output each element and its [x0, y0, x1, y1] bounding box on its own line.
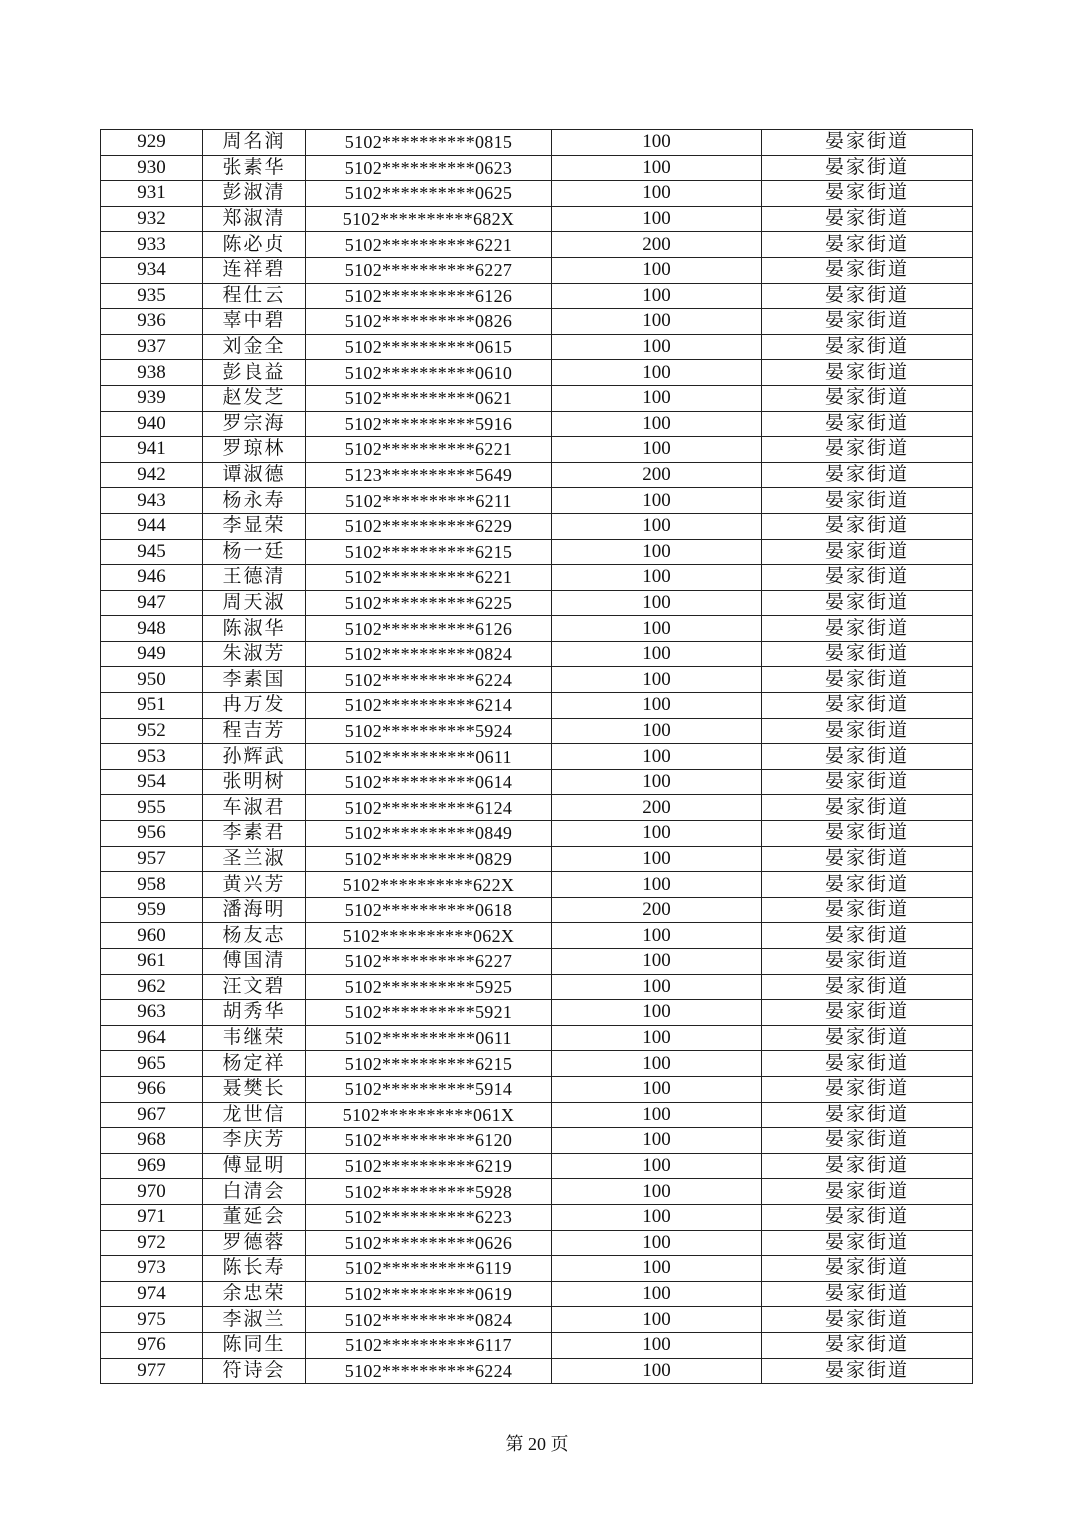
table-row [101, 1051, 973, 1077]
row-number-cell: 962 [101, 974, 203, 1000]
district-cell: 晏家街道 [762, 641, 973, 667]
row-number-cell: 949 [101, 641, 203, 667]
table-row [101, 539, 973, 565]
id-number-cell: 5102**********0849 [306, 821, 552, 847]
row-number-cell: 964 [101, 1025, 203, 1051]
name-cell: 王德清 [203, 565, 306, 591]
amount-cell: 100 [552, 1179, 762, 1205]
row-number-cell: 948 [101, 616, 203, 642]
row-number-cell: 963 [101, 1000, 203, 1026]
district-cell: 晏家街道 [762, 872, 973, 898]
name-cell: 聂樊长 [203, 1076, 306, 1102]
amount-cell: 100 [552, 1204, 762, 1230]
row-number-cell: 965 [101, 1051, 203, 1077]
amount-cell: 100 [552, 1332, 762, 1358]
row-number-cell: 975 [101, 1307, 203, 1333]
name-cell: 谭淑德 [203, 462, 306, 488]
district-cell: 晏家街道 [762, 488, 973, 514]
row-number-cell: 932 [101, 206, 203, 232]
table-row [101, 1128, 973, 1154]
amount-cell: 100 [552, 974, 762, 1000]
name-cell: 陈必贞 [203, 232, 306, 258]
name-cell: 李素国 [203, 667, 306, 693]
amount-cell: 100 [552, 846, 762, 872]
row-number-cell: 977 [101, 1358, 203, 1384]
name-cell: 黄兴芳 [203, 872, 306, 898]
name-cell: 彭淑清 [203, 181, 306, 207]
table-row [101, 718, 973, 744]
row-number-cell: 957 [101, 846, 203, 872]
table-row [101, 1358, 973, 1384]
district-cell: 晏家街道 [762, 1281, 973, 1307]
district-cell: 晏家街道 [762, 232, 973, 258]
row-number-cell: 936 [101, 309, 203, 335]
id-number-cell: 5102**********6124 [306, 795, 552, 821]
name-cell: 朱淑芳 [203, 641, 306, 667]
row-number-cell: 939 [101, 385, 203, 411]
table-row [101, 1230, 973, 1256]
amount-cell: 100 [552, 1025, 762, 1051]
amount-cell: 100 [552, 539, 762, 565]
id-number-cell: 5102**********0615 [306, 334, 552, 360]
row-number-cell: 974 [101, 1281, 203, 1307]
name-cell: 彭良益 [203, 360, 306, 386]
id-number-cell: 5102**********6211 [306, 488, 552, 514]
row-number-cell: 972 [101, 1230, 203, 1256]
row-number-cell: 947 [101, 590, 203, 616]
row-number-cell: 942 [101, 462, 203, 488]
table-row [101, 897, 973, 923]
amount-cell: 100 [552, 130, 762, 156]
table-row [101, 616, 973, 642]
table-row [101, 232, 973, 258]
amount-cell: 100 [552, 1281, 762, 1307]
table-row [101, 1204, 973, 1230]
row-number-cell: 970 [101, 1179, 203, 1205]
id-number-cell: 5102**********6215 [306, 1051, 552, 1077]
amount-cell: 100 [552, 1230, 762, 1256]
row-number-cell: 930 [101, 155, 203, 181]
district-cell: 晏家街道 [762, 283, 973, 309]
table-row [101, 769, 973, 795]
row-number-cell: 946 [101, 565, 203, 591]
id-number-cell: 5102**********6224 [306, 1358, 552, 1384]
table-row [101, 744, 973, 770]
amount-cell: 100 [552, 334, 762, 360]
district-cell: 晏家街道 [762, 693, 973, 719]
district-cell: 晏家街道 [762, 309, 973, 335]
id-number-cell: 5102**********0614 [306, 769, 552, 795]
row-number-cell: 935 [101, 283, 203, 309]
row-number-cell: 950 [101, 667, 203, 693]
id-number-cell: 5102**********6221 [306, 565, 552, 591]
district-cell: 晏家街道 [762, 181, 973, 207]
row-number-cell: 933 [101, 232, 203, 258]
district-cell: 晏家街道 [762, 846, 973, 872]
name-cell: 李庆芳 [203, 1128, 306, 1154]
table-row [101, 1102, 973, 1128]
name-cell: 张明树 [203, 769, 306, 795]
amount-cell: 100 [552, 257, 762, 283]
name-cell: 汪文碧 [203, 974, 306, 1000]
table-row [101, 1256, 973, 1282]
name-cell: 罗琼林 [203, 437, 306, 463]
roster-table [100, 129, 973, 1384]
id-number-cell: 5102**********5924 [306, 718, 552, 744]
district-cell: 晏家街道 [762, 795, 973, 821]
row-number-cell: 976 [101, 1332, 203, 1358]
name-cell: 余忠荣 [203, 1281, 306, 1307]
id-number-cell: 5102**********0829 [306, 846, 552, 872]
district-cell: 晏家街道 [762, 411, 973, 437]
name-cell: 孙辉武 [203, 744, 306, 770]
amount-cell: 100 [552, 641, 762, 667]
amount-cell: 200 [552, 897, 762, 923]
table-row [101, 846, 973, 872]
id-number-cell: 5102**********062X [306, 923, 552, 949]
id-number-cell: 5102**********5921 [306, 1000, 552, 1026]
table-row [101, 1025, 973, 1051]
name-cell: 傅国清 [203, 949, 306, 975]
district-cell: 晏家街道 [762, 949, 973, 975]
district-cell: 晏家街道 [762, 565, 973, 591]
amount-cell: 100 [552, 411, 762, 437]
id-number-cell: 5102**********0626 [306, 1230, 552, 1256]
name-cell: 罗宗海 [203, 411, 306, 437]
row-number-cell: 953 [101, 744, 203, 770]
row-number-cell: 945 [101, 539, 203, 565]
name-cell: 胡秀华 [203, 1000, 306, 1026]
district-cell: 晏家街道 [762, 385, 973, 411]
table-row [101, 667, 973, 693]
amount-cell: 100 [552, 821, 762, 847]
id-number-cell: 5102**********0815 [306, 130, 552, 156]
table-row [101, 411, 973, 437]
table-row [101, 462, 973, 488]
name-cell: 潘海明 [203, 897, 306, 923]
name-cell: 辜中碧 [203, 309, 306, 335]
id-number-cell: 5102**********682X [306, 206, 552, 232]
name-cell: 杨友志 [203, 923, 306, 949]
table-row [101, 1000, 973, 1026]
table-row [101, 437, 973, 463]
name-cell: 傅显明 [203, 1153, 306, 1179]
amount-cell: 100 [552, 1307, 762, 1333]
amount-cell: 100 [552, 565, 762, 591]
amount-cell: 100 [552, 1128, 762, 1154]
amount-cell: 100 [552, 1153, 762, 1179]
amount-cell: 100 [552, 1051, 762, 1077]
district-cell: 晏家街道 [762, 897, 973, 923]
amount-cell: 100 [552, 1076, 762, 1102]
district-cell: 晏家街道 [762, 130, 973, 156]
table-row [101, 923, 973, 949]
id-number-cell: 5102**********6120 [306, 1128, 552, 1154]
id-number-cell: 5102**********6221 [306, 437, 552, 463]
row-number-cell: 959 [101, 897, 203, 923]
amount-cell: 200 [552, 795, 762, 821]
district-cell: 晏家街道 [762, 334, 973, 360]
row-number-cell: 943 [101, 488, 203, 514]
row-number-cell: 969 [101, 1153, 203, 1179]
amount-cell: 100 [552, 1102, 762, 1128]
name-cell: 车淑君 [203, 795, 306, 821]
name-cell: 程吉芳 [203, 718, 306, 744]
id-number-cell: 5102**********6224 [306, 667, 552, 693]
page-number: 第 20 页 [505, 1434, 569, 1454]
amount-cell: 100 [552, 513, 762, 539]
table-row [101, 795, 973, 821]
amount-cell: 100 [552, 769, 762, 795]
row-number-cell: 960 [101, 923, 203, 949]
amount-cell: 200 [552, 462, 762, 488]
amount-cell: 100 [552, 1358, 762, 1384]
name-cell: 李素君 [203, 821, 306, 847]
id-number-cell: 5102**********6126 [306, 616, 552, 642]
name-cell: 刘金全 [203, 334, 306, 360]
table-row [101, 1332, 973, 1358]
id-number-cell: 5102**********061X [306, 1102, 552, 1128]
table-row [101, 872, 973, 898]
id-number-cell: 5102**********0610 [306, 360, 552, 386]
amount-cell: 100 [552, 309, 762, 335]
row-number-cell: 941 [101, 437, 203, 463]
district-cell: 晏家街道 [762, 1256, 973, 1282]
id-number-cell: 5102**********0625 [306, 181, 552, 207]
amount-cell: 100 [552, 1000, 762, 1026]
row-number-cell: 968 [101, 1128, 203, 1154]
name-cell: 圣兰淑 [203, 846, 306, 872]
district-cell: 晏家街道 [762, 360, 973, 386]
district-cell: 晏家街道 [762, 821, 973, 847]
id-number-cell: 5102**********6126 [306, 283, 552, 309]
name-cell: 赵发芝 [203, 385, 306, 411]
row-number-cell: 940 [101, 411, 203, 437]
table-row [101, 360, 973, 386]
id-number-cell: 5102**********6117 [306, 1332, 552, 1358]
table-row [101, 513, 973, 539]
id-number-cell: 5102**********0611 [306, 744, 552, 770]
id-number-cell: 5102**********5925 [306, 974, 552, 1000]
id-number-cell: 5102**********6227 [306, 257, 552, 283]
district-cell: 晏家街道 [762, 1076, 973, 1102]
district-cell: 晏家街道 [762, 1230, 973, 1256]
name-cell: 杨永寿 [203, 488, 306, 514]
row-number-cell: 931 [101, 181, 203, 207]
row-number-cell: 944 [101, 513, 203, 539]
amount-cell: 100 [552, 385, 762, 411]
table-row [101, 565, 973, 591]
amount-cell: 100 [552, 488, 762, 514]
id-number-cell: 5102**********6229 [306, 513, 552, 539]
district-cell: 晏家街道 [762, 513, 973, 539]
amount-cell: 100 [552, 949, 762, 975]
name-cell: 符诗会 [203, 1358, 306, 1384]
table-row [101, 1281, 973, 1307]
row-number-cell: 934 [101, 257, 203, 283]
row-number-cell: 967 [101, 1102, 203, 1128]
amount-cell: 100 [552, 590, 762, 616]
row-number-cell: 958 [101, 872, 203, 898]
table-row [101, 334, 973, 360]
district-cell: 晏家街道 [762, 257, 973, 283]
table-row [101, 641, 973, 667]
name-cell: 连祥碧 [203, 257, 306, 283]
amount-cell: 100 [552, 155, 762, 181]
district-cell: 晏家街道 [762, 1102, 973, 1128]
name-cell: 董延会 [203, 1204, 306, 1230]
table-row [101, 181, 973, 207]
id-number-cell: 5102**********6215 [306, 539, 552, 565]
district-cell: 晏家街道 [762, 590, 973, 616]
row-number-cell: 951 [101, 693, 203, 719]
table-row [101, 309, 973, 335]
table-row [101, 385, 973, 411]
district-cell: 晏家街道 [762, 1307, 973, 1333]
id-number-cell: 5102**********6214 [306, 693, 552, 719]
table-row [101, 949, 973, 975]
district-cell: 晏家街道 [762, 1051, 973, 1077]
row-number-cell: 961 [101, 949, 203, 975]
table-row [101, 155, 973, 181]
id-number-cell: 5102**********6119 [306, 1256, 552, 1282]
row-number-cell: 954 [101, 769, 203, 795]
id-number-cell: 5102**********0623 [306, 155, 552, 181]
id-number-cell: 5102**********0826 [306, 309, 552, 335]
name-cell: 杨定祥 [203, 1051, 306, 1077]
district-cell: 晏家街道 [762, 1128, 973, 1154]
district-cell: 晏家街道 [762, 923, 973, 949]
row-number-cell: 955 [101, 795, 203, 821]
table-row [101, 130, 973, 156]
id-number-cell: 5102**********622X [306, 872, 552, 898]
district-cell: 晏家街道 [762, 539, 973, 565]
table-row [101, 1307, 973, 1333]
row-number-cell: 966 [101, 1076, 203, 1102]
table-row [101, 1153, 973, 1179]
name-cell: 陈淑华 [203, 616, 306, 642]
amount-cell: 100 [552, 206, 762, 232]
id-number-cell: 5123**********5649 [306, 462, 552, 488]
name-cell: 陈长寿 [203, 1256, 306, 1282]
name-cell: 陈同生 [203, 1332, 306, 1358]
amount-cell: 100 [552, 283, 762, 309]
row-number-cell: 971 [101, 1204, 203, 1230]
amount-cell: 100 [552, 744, 762, 770]
id-number-cell: 5102**********6223 [306, 1204, 552, 1230]
row-number-cell: 937 [101, 334, 203, 360]
table-row [101, 974, 973, 1000]
name-cell: 龙世信 [203, 1102, 306, 1128]
id-number-cell: 5102**********5914 [306, 1076, 552, 1102]
name-cell: 杨一廷 [203, 539, 306, 565]
table-row [101, 821, 973, 847]
district-cell: 晏家街道 [762, 718, 973, 744]
table-row [101, 206, 973, 232]
amount-cell: 100 [552, 360, 762, 386]
id-number-cell: 5102**********0611 [306, 1025, 552, 1051]
amount-cell: 100 [552, 616, 762, 642]
district-cell: 晏家街道 [762, 1358, 973, 1384]
name-cell: 周天淑 [203, 590, 306, 616]
district-cell: 晏家街道 [762, 616, 973, 642]
district-cell: 晏家街道 [762, 1179, 973, 1205]
amount-cell: 100 [552, 437, 762, 463]
id-number-cell: 5102**********0621 [306, 385, 552, 411]
amount-cell: 100 [552, 923, 762, 949]
district-cell: 晏家街道 [762, 974, 973, 1000]
amount-cell: 100 [552, 667, 762, 693]
row-number-cell: 952 [101, 718, 203, 744]
name-cell: 冉万发 [203, 693, 306, 719]
name-cell: 郑淑清 [203, 206, 306, 232]
table-row [101, 1179, 973, 1205]
amount-cell: 100 [552, 181, 762, 207]
table-row [101, 488, 973, 514]
id-number-cell: 5102**********6225 [306, 590, 552, 616]
row-number-cell: 973 [101, 1256, 203, 1282]
district-cell: 晏家街道 [762, 1025, 973, 1051]
district-cell: 晏家街道 [762, 206, 973, 232]
name-cell: 罗德蓉 [203, 1230, 306, 1256]
id-number-cell: 5102**********0824 [306, 641, 552, 667]
district-cell: 晏家街道 [762, 462, 973, 488]
table-row [101, 590, 973, 616]
id-number-cell: 5102**********5928 [306, 1179, 552, 1205]
amount-cell: 100 [552, 1256, 762, 1282]
id-number-cell: 5102**********6227 [306, 949, 552, 975]
amount-cell: 100 [552, 718, 762, 744]
row-number-cell: 956 [101, 821, 203, 847]
district-cell: 晏家街道 [762, 667, 973, 693]
name-cell: 白清会 [203, 1179, 306, 1205]
district-cell: 晏家街道 [762, 769, 973, 795]
district-cell: 晏家街道 [762, 155, 973, 181]
id-number-cell: 5102**********6221 [306, 232, 552, 258]
district-cell: 晏家街道 [762, 1332, 973, 1358]
name-cell: 李淑兰 [203, 1307, 306, 1333]
name-cell: 程仕云 [203, 283, 306, 309]
district-cell: 晏家街道 [762, 1204, 973, 1230]
id-number-cell: 5102**********5916 [306, 411, 552, 437]
district-cell: 晏家街道 [762, 437, 973, 463]
name-cell: 李显荣 [203, 513, 306, 539]
amount-cell: 200 [552, 232, 762, 258]
table-row [101, 1076, 973, 1102]
table-row [101, 257, 973, 283]
amount-cell: 100 [552, 693, 762, 719]
district-cell: 晏家街道 [762, 744, 973, 770]
id-number-cell: 5102**********0619 [306, 1281, 552, 1307]
id-number-cell: 5102**********0618 [306, 897, 552, 923]
name-cell: 周名润 [203, 130, 306, 156]
id-number-cell: 5102**********0824 [306, 1307, 552, 1333]
roster-table-body [101, 130, 973, 1384]
district-cell: 晏家街道 [762, 1000, 973, 1026]
district-cell: 晏家街道 [762, 1153, 973, 1179]
name-cell: 张素华 [203, 155, 306, 181]
amount-cell: 100 [552, 872, 762, 898]
row-number-cell: 938 [101, 360, 203, 386]
name-cell: 韦继荣 [203, 1025, 306, 1051]
row-number-cell: 929 [101, 130, 203, 156]
table-row [101, 693, 973, 719]
table-row [101, 283, 973, 309]
id-number-cell: 5102**********6219 [306, 1153, 552, 1179]
